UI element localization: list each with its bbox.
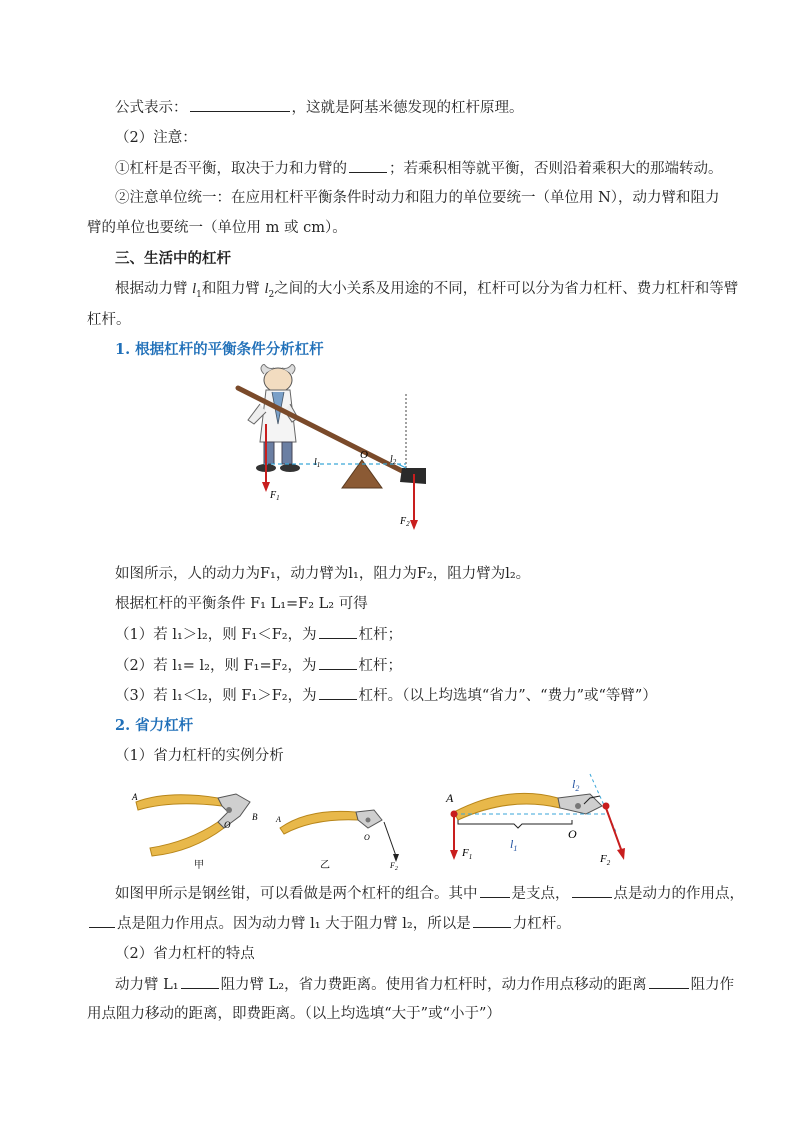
- pliers-figure: [128, 772, 648, 872]
- formula-text: ，这就是阿基米德发现的杠杆原理。: [291, 100, 524, 116]
- pliers-big: [445, 774, 625, 867]
- f1-arrowhead: [262, 482, 270, 492]
- svg-text:B: B: [252, 812, 258, 822]
- case-2-text: （2）若 l₁= l₂，则 F₁=F₂，为: [115, 658, 317, 674]
- case-1-suffix: 杠杆；: [358, 627, 403, 643]
- svg-text:A: A: [446, 791, 454, 805]
- pliers-jia: [131, 792, 258, 871]
- pliers-yi: [275, 810, 399, 872]
- f1-blank-2: [649, 974, 689, 989]
- note-1-blank: [349, 158, 387, 173]
- f1-text-b: 阻力臂 L₂，省力费距离。使用省力杠杆时，动力作用点移动的距离: [220, 977, 647, 993]
- seesaw-figure: [228, 364, 440, 540]
- example-title: （1）省力杠杆的实例分析: [115, 748, 284, 764]
- p1-text-a: 如图甲所示是钢丝钳，可以看做是两个杠杆的组合。其中: [115, 886, 478, 902]
- intro-line-1: 根据动力臂 $l_1$和阻力臂 $l_2$之间的大小关系及用途的不同，杠杆可以分为省力杠杆、费力杠杆和等臂: [115, 281, 739, 300]
- formula-blank: [190, 97, 290, 112]
- svg-text:l1: $l_1$: [510, 837, 518, 853]
- case-1-blank: [319, 624, 357, 639]
- f1-blank-1: [181, 974, 219, 989]
- case-2-suffix: 杠杆；: [358, 658, 402, 674]
- svg-text:l2: $l_2$: [572, 777, 580, 793]
- svg-text:O: O: [364, 833, 370, 842]
- case-3-blank: [319, 685, 357, 700]
- svg-text:甲: 甲: [194, 860, 204, 871]
- formula-line: [115, 97, 524, 118]
- features-line-1: [115, 974, 734, 995]
- case-1: [115, 624, 402, 645]
- svg-text:F2: $F_2$: [390, 861, 398, 872]
- intro-text-3: 之间的大小关系及用途的不同，杠杆可以分为省力杠杆、费力杠杆和等臂: [274, 281, 739, 297]
- f2-arrowhead: [410, 520, 418, 530]
- svg-text:O: O: [568, 827, 577, 841]
- p2-text-a: 点是阻力作用点。因为动力臂 l₁ 大于阻力臂 l₂，所以是: [117, 916, 471, 932]
- svg-text:A: A: [276, 815, 281, 824]
- note-1-text-a: ①杠杆是否平衡，取决于力和力臂的: [115, 161, 347, 177]
- f1-text-c: 阻力作: [690, 977, 735, 993]
- case-3-suffix: 杠杆。（以上均选填“省力”、“费力”或“等臂”）: [358, 688, 657, 704]
- case-3: [115, 685, 657, 706]
- intro-text-2: 和阻力臂: [201, 281, 265, 297]
- condition-line: 根据杠杆的平衡条件 F₁ L₁=F₂ L₂ 可得: [115, 596, 368, 612]
- subheading-1: 1. 根据杠杆的平衡条件分析杠杆: [115, 341, 324, 358]
- p1-blank-2: [572, 883, 612, 898]
- label-l1: $l_1$: [314, 457, 321, 469]
- formula-label: 公式表示：: [115, 100, 188, 116]
- label-f1: $F_1$: [270, 490, 280, 502]
- intro-line-2: 杠杆。: [87, 312, 131, 328]
- svg-text:O: O: [224, 820, 231, 830]
- label-o: O: [360, 449, 368, 461]
- section-3-heading: 三、生活中的杠杆: [115, 250, 231, 267]
- f1-text-a: 动力臂 L₁: [115, 977, 179, 993]
- svg-text:乙: 乙: [320, 860, 330, 871]
- pliers-paragraph-1: [115, 883, 744, 904]
- features-line-2: 用点阻力移动的距离，即费距离。（以上均选填“大于”或“小于”）: [87, 1006, 501, 1022]
- note-1-text-b: ；若乘积相等就平衡，否则沿着乘积大的那端转动。: [389, 161, 723, 177]
- case-3-text: （3）若 l₁＜l₂，则 F₁＞F₂，为: [115, 688, 317, 704]
- description-line: 如图所示，人的动力为F₁，动力臂为l₁，阻力为F₂，阻力臂为l₂。: [115, 566, 531, 582]
- label-l2: $l_2$: [390, 454, 397, 466]
- case-2: [115, 655, 402, 676]
- p1-text-c: 点是动力的作用点，: [613, 886, 744, 902]
- case-2-blank: [319, 655, 357, 670]
- svg-text:A: A: [132, 792, 138, 802]
- p1-blank-1: [480, 883, 510, 898]
- note-2b: 臂的单位也要统一（单位用 m 或 cm）。: [87, 220, 347, 236]
- label-f2: $F_2$: [400, 516, 410, 528]
- case-1-text: （1）若 l₁＞l₂，则 F₁＜F₂，为: [115, 627, 317, 643]
- svg-text:F2: $F_2$: [600, 853, 611, 867]
- features-title: （2）省力杠杆的特点: [115, 946, 255, 962]
- p2-blank-1: [89, 913, 115, 928]
- note-2a: ②注意单位统一：在应用杠杆平衡条件时动力和阻力的单位要统一（单位用 N），动力臂和阻力: [115, 190, 720, 206]
- pliers-paragraph-2: [87, 913, 571, 934]
- note-1: [115, 158, 723, 179]
- p1-text-b: 是支点，: [511, 886, 570, 902]
- svg-text:F1: $F_1$: [462, 847, 473, 861]
- subheading-2: 2. 省力杠杆: [115, 717, 194, 734]
- intro-text-1: 根据动力臂: [115, 281, 193, 297]
- p2-blank-2: [473, 913, 511, 928]
- p2-text-b: 力杠杆。: [512, 916, 571, 932]
- note-title: （2）注意：: [115, 130, 197, 146]
